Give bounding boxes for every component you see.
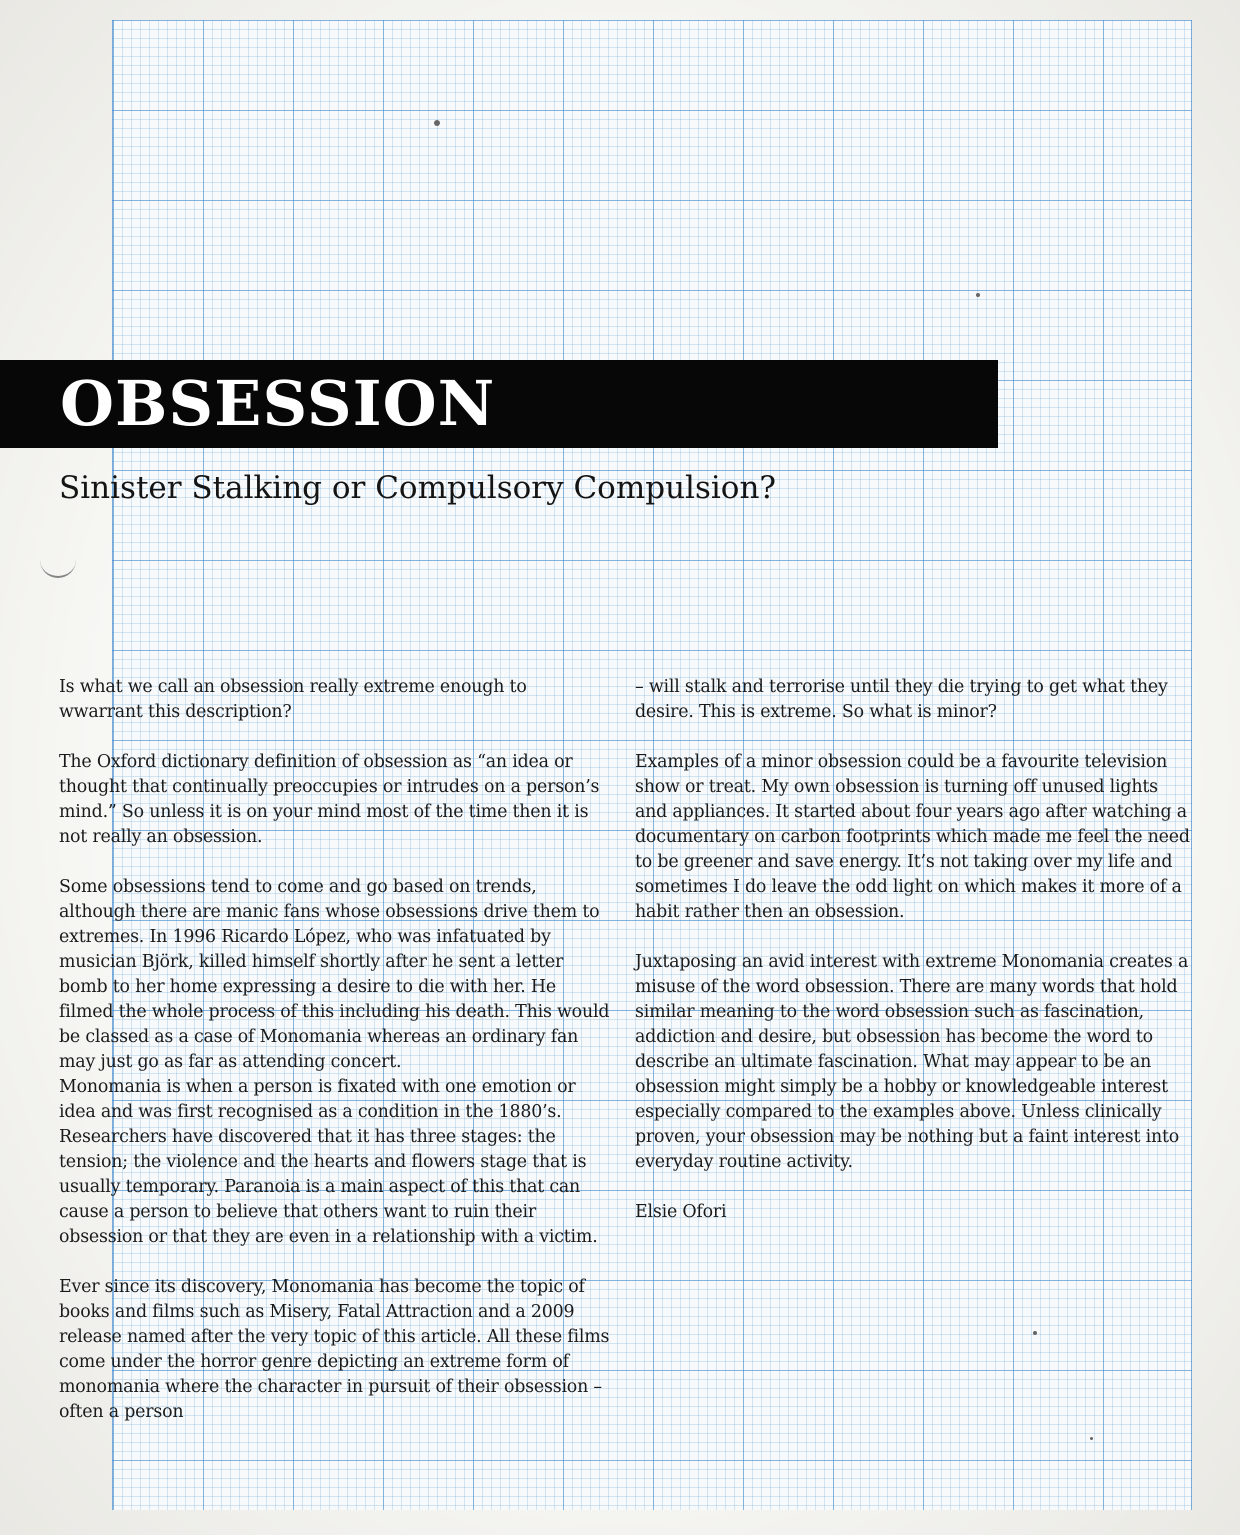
paper-speck: [976, 293, 980, 297]
paragraph: Ever since its discovery, Monomania has become the topic of books and films such as Misery, Fatal Attraction and a 2009 release named after the very topic of this article. All these films come under the horror genre depicting an extreme form of monomania where the character in pursuit of their obsession – often a person: [59, 1277, 610, 1422]
paragraph: – will stalk and terrorise until they die trying to get what they desire. This is extreme. So what is minor?: [635, 677, 1168, 722]
author-name: Elsie Ofori: [635, 1202, 727, 1222]
article-subtitle: Sinister Stalking or Compulsory Compulsion?: [59, 470, 777, 506]
paragraph: Monomania is when a person is fixated with one emotion or idea and was first recognised as a condition in the 1880’s. Researchers have discovered that it has three stages: the tension; the violence and the hearts and flowers stage that is usually temporary. Paranoia is a main aspect of this that can cause a person to believe that others want to ruin their obsession or that they are even in a relationship with a victim.: [59, 1077, 598, 1247]
article-title: OBSESSION: [60, 367, 496, 440]
right-column: [635, 675, 1191, 1250]
left-column: [59, 675, 615, 1450]
paragraph: Some obsessions tend to come and go based on trends, although there are manic fans whose obsessions drive them to extremes. In 1996 Ricardo López, who was infatuated by musician Björk, killed himself shortly after he sent a letter bomb to her home expressing a desire to die with her. He filmed the whole process of this including his death. This would be classed as a case of Monomania whereas an ordinary fan may just go as far as attending concert.: [59, 877, 610, 1072]
paragraph: Juxtaposing an avid interest with extreme Monomania creates a misuse of the word obsession. There are many words that hold similar meaning to the word obsession such as fascination, addiction and desire, but obsession has become the word to describe an ultimate fascination. What may appear to be an obsession might simply be a hobby or knowledgeable interest especially compared to the examples above. Unless clinically proven, your obsession may be nothing but a faint interest into everyday routine activity.: [635, 952, 1189, 1172]
paragraph: Is what we call an obsession really extreme enough to wwarrant this description?: [59, 677, 527, 722]
paper-speck: [1090, 1437, 1093, 1440]
paper-speck: [1033, 1331, 1037, 1335]
paper-speck: [434, 120, 440, 126]
paragraph: The Oxford dictionary definition of obsession as “an idea or thought that continually preoccupies or intrudes on a person’s mind.” So unless it is on your mind most of the time then it is not really an obsession.: [59, 752, 600, 847]
paragraph: Examples of a minor obsession could be a favourite television show or treat. My own obsession is turning off unused lights and appliances. It started about four years ago after watching a documentary on carbon footprints which made me feel the need to be greener and save energy. It’s not taking over my life and sometimes I do leave the odd light on which makes it more of a habit rather then an obsession.: [635, 752, 1190, 922]
